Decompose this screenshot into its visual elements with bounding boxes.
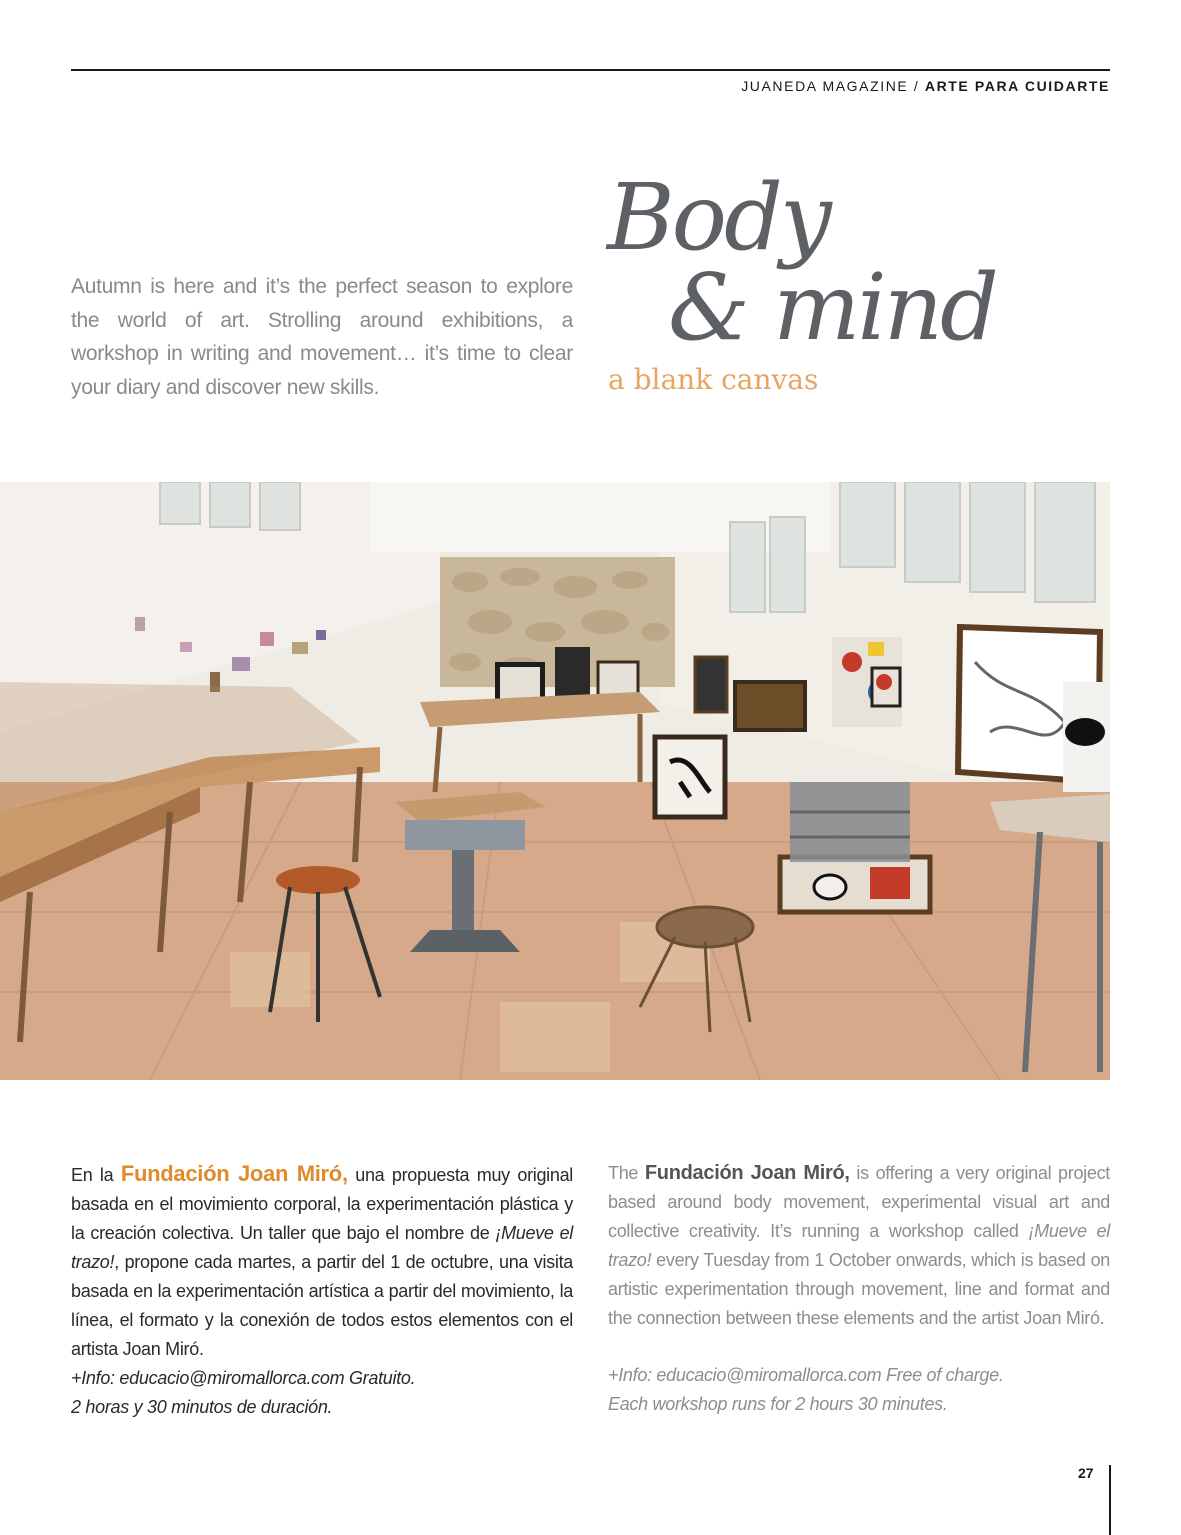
english-prefix: The (608, 1163, 645, 1183)
spanish-column (71, 1159, 573, 1422)
english-spacer (608, 1333, 1110, 1361)
page-rule (1109, 1465, 1111, 1535)
spanish-lead: Fundación Joan Miró, (120, 1161, 348, 1186)
spanish-prefix: En la (71, 1165, 121, 1185)
title-line-2: & mind (668, 254, 996, 361)
intro-paragraph: Autumn is here and it’s the perfect season to explore the world of art. Strolling around exhibitions, a workshop in writing and movement… it’s time to clear your diary and discover new skills. (71, 275, 573, 399)
header-label (741, 78, 1110, 94)
spanish-info-2: 2 horas y 30 minutos de duración. (71, 1397, 333, 1417)
spanish-info-1: +Info: educacio@miromallorca.com Gratuito. (71, 1368, 416, 1388)
spanish-text-2: , propone cada martes, a partir del 1 de octubre, una visita basada en la experimentación artística a partir del movimiento, la línea, el formato y la conexión de todos estos elementos con el artista Joan Miró. (71, 1252, 573, 1359)
section-name: ARTE PARA CUIDARTE (924, 78, 1110, 94)
english-lead: Fundación Joan Miró, (644, 1162, 850, 1184)
spanish-workshop-name: ¡Mueve el trazo! (71, 1223, 573, 1272)
english-info-1: +Info: educacio@miromallorca.com Free of charge. (608, 1365, 1004, 1385)
english-info-2: Each workshop runs for 2 hours 30 minutes. (608, 1394, 948, 1414)
english-column (608, 1159, 1110, 1419)
header-rule (71, 69, 1110, 71)
magazine-name: JUANEDA MAGAZINE (741, 78, 909, 94)
page-number: 27 (1078, 1465, 1094, 1481)
spanish-text-1: una propuesta muy original basada en el movimiento corporal, la experimentación plástica y la creación colectiva. Un taller que bajo el nombre de (71, 1165, 573, 1243)
english-text-2: every Tuesday from 1 October onwards, which is based on artistic experimentation through movement, line and format and the connection between these elements and the artist Joan Miró. (608, 1250, 1110, 1328)
subtitle: a blank canvas (608, 363, 819, 396)
studio-photo (0, 482, 1110, 1080)
english-text-1: is offering a very original project based around body movement, experimental visual art and collective creativity. It’s running a workshop called (608, 1163, 1110, 1241)
header-separator: / (908, 78, 925, 94)
english-workshop-name: ¡Mueve el trazo! (608, 1221, 1110, 1270)
title-line-1: Body (607, 164, 829, 271)
